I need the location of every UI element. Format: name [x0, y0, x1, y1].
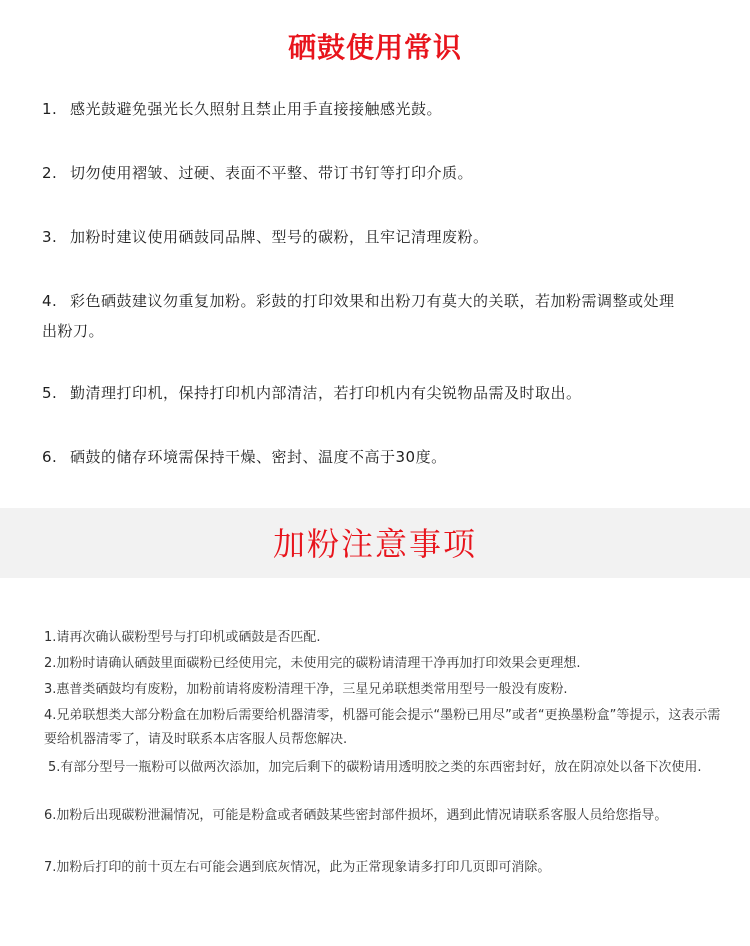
- section2-title: 加粉注意事项: [272, 525, 477, 563]
- tip-item-5: [42, 378, 702, 408]
- tip-item-1: [42, 94, 702, 124]
- tip-item-4: [42, 286, 682, 346]
- section1-title: 硒鼓使用常识: [287, 31, 462, 64]
- tip-text: 硒鼓的储存环境需保持干燥、密封、温度不高于30度。: [70, 448, 447, 466]
- notice-item-5: 5.有部分型号一瓶粉可以做两次添加，加完后剩下的碳粉请用透明胶之类的东西密封好，放在阴凉处以备下次使用.: [48, 760, 702, 775]
- tip-number: 3.: [42, 228, 58, 246]
- notice-item-7: 7.加粉后打印的前十页左右可能会遇到底灰情况，此为正常现象请多打印几页即可消除。: [44, 860, 551, 875]
- tip-number: 6.: [42, 448, 58, 466]
- tip-text: 感光鼓避免强光长久照射且禁止用手直接接触感光鼓。: [70, 100, 443, 118]
- tip-item-2: [42, 158, 702, 188]
- notice-item-3: 3.惠普类硒鼓均有废粉，加粉前请将废粉清理干净，三星兄弟联想类常用型号一般没有废粉.: [44, 682, 568, 697]
- tip-text: 加粉时建议使用硒鼓同品牌、型号的碳粉，且牢记清理废粉。: [70, 228, 489, 246]
- tip-number: 5.: [42, 384, 58, 402]
- tip-item-3: [42, 222, 702, 252]
- tip-number: 1.: [42, 100, 58, 118]
- tip-text: 切勿使用褶皱、过硬、表面不平整、带订书钉等打印介质。: [70, 164, 474, 182]
- tip-number: 2.: [42, 164, 58, 182]
- notice-item-2: 2.加粉时请确认硒鼓里面碳粉已经使用完，未使用完的碳粉请清理干净再加打印效果会更理想.: [44, 656, 581, 671]
- notice-item-4: 4.兄弟联想类大部分粉盒在加粉后需要给机器清零，机器可能会提示“墨粉已用尽”或者“更换墨粉盒”等提示，这表示需要给机器清零了，请及时联系本店客服人员帮您解决.: [44, 708, 721, 747]
- notice-item-6: 6.加粉后出现碳粉泄漏情况，可能是粉盒或者硒鼓某些密封部件损坏，遇到此情况请联系客服人员给您指导。: [44, 808, 668, 823]
- tip-item-6: [42, 442, 702, 472]
- tip-text: 彩色硒鼓建议勿重复加粉。彩鼓的打印效果和出粉刀有莫大的关联，若加粉需调整或处理出粉刀。: [42, 292, 675, 340]
- notice-item-1: 1.请再次确认碳粉型号与打印机或硒鼓是否匹配.: [44, 630, 321, 645]
- tip-text: 勤清理打印机，保持打印机内部清洁，若打印机内有尖锐物品需及时取出。: [70, 384, 582, 402]
- tip-number: 4.: [42, 292, 58, 310]
